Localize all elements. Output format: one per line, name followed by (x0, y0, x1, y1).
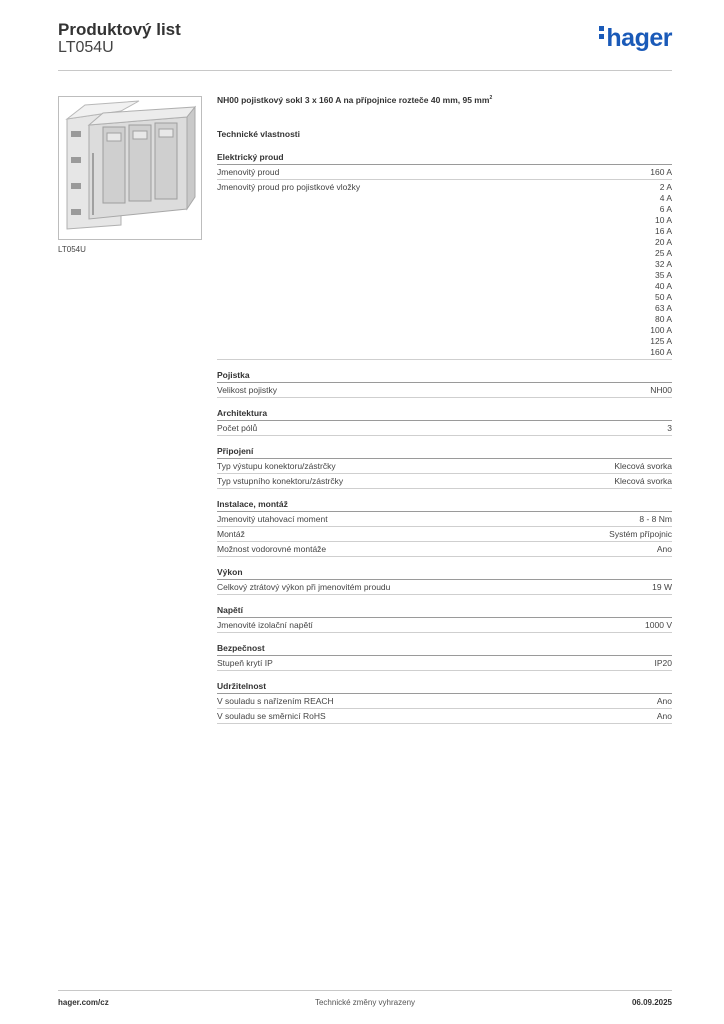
spec-value (645, 620, 672, 631)
spec-value-item: 19 W (652, 582, 672, 592)
spec-label: Jmenovitý proud (217, 167, 280, 177)
spec-value-item: 20 A (654, 237, 672, 247)
footer-date: 06.09.2025 (631, 998, 672, 1007)
spec-value-item: 160 A (650, 347, 672, 357)
spec-value-item: Ano (656, 711, 672, 721)
spec-label: Jmenovitý utahovací moment (217, 514, 328, 524)
section-title: Výkon (217, 567, 672, 580)
section-title: Udržitelnost (217, 681, 672, 694)
technical-properties-heading: Technické vlastnosti (217, 129, 300, 139)
spec-value (667, 423, 672, 434)
spec-label: Montáž (217, 529, 245, 539)
spec-section (217, 499, 672, 557)
spec-value-item: Klecová svorka (614, 461, 672, 471)
spec-row (217, 580, 672, 595)
spec-label: Velikost pojistky (217, 385, 277, 395)
spec-value-item: Ano (656, 544, 672, 554)
spec-value (650, 167, 672, 178)
section-title: Bezpečnost (217, 643, 672, 656)
spec-value-item: 10 A (654, 215, 672, 225)
spec-value-item: 1000 V (645, 620, 672, 630)
spec-value-item: 8 - 8 Nm (639, 514, 672, 524)
spec-value-item: NH00 (650, 385, 672, 395)
spec-value (609, 529, 672, 540)
section-title: Napětí (217, 605, 672, 618)
spec-row (217, 383, 672, 398)
spec-label: Stupeň krytí IP (217, 658, 273, 668)
spec-value (650, 182, 672, 358)
page-header (58, 20, 672, 71)
section-title: Elektrický proud (217, 152, 672, 165)
logo-text: hager (606, 24, 672, 52)
spec-sections (217, 152, 672, 724)
spec-value-item: 6 A (659, 204, 672, 214)
document-title: Produktový list (58, 20, 181, 39)
fuse-base-illustration (59, 97, 201, 239)
spec-label: Jmenovité izolační napětí (217, 620, 313, 630)
image-caption: LT054U (58, 245, 86, 254)
spec-row (217, 421, 672, 436)
spec-value-item: Klecová svorka (614, 476, 672, 486)
page-footer (58, 990, 672, 1007)
spec-value-item: IP20 (654, 658, 672, 668)
spec-value-item: Systém přípojnic (609, 529, 672, 539)
spec-section (217, 370, 672, 398)
spec-row (217, 527, 672, 542)
spec-value-item: 3 (667, 423, 672, 433)
spec-value (657, 696, 672, 707)
spec-value (655, 658, 673, 669)
spec-row (217, 474, 672, 489)
spec-value-item: Ano (656, 696, 672, 706)
section-title: Připojení (217, 446, 672, 459)
spec-row (217, 512, 672, 527)
spec-value (614, 476, 672, 487)
spec-value (657, 544, 672, 555)
spec-label: Typ vstupního konektoru/zástrčky (217, 476, 344, 486)
footer-website: hager.com/cz (58, 998, 109, 1007)
spec-row (217, 656, 672, 671)
spec-value-item: 80 A (654, 314, 672, 324)
spec-value (652, 582, 672, 593)
section-title: Instalace, montáž (217, 499, 672, 512)
spec-section (217, 152, 672, 360)
spec-row (217, 709, 672, 724)
product-description (217, 95, 672, 129)
product-description-text: NH00 pojistkový sokl 3 x 160 A na přípojnice rozteče 40 mm, 95 mm (217, 95, 490, 105)
spec-row (217, 459, 672, 474)
spec-row (217, 618, 672, 633)
spec-section (217, 643, 672, 671)
spec-value-item: 40 A (654, 281, 672, 291)
section-title: Pojistka (217, 370, 672, 383)
footer-notice: Technické změny vyhrazeny (314, 998, 416, 1007)
spec-value-item: 25 A (654, 248, 672, 258)
spec-section (217, 446, 672, 489)
spec-section (217, 681, 672, 724)
spec-value-item: 50 A (654, 292, 672, 302)
spec-row (217, 180, 672, 360)
spec-section (217, 605, 672, 633)
spec-value-item: 16 A (654, 226, 672, 236)
section-title: Architektura (217, 408, 672, 421)
hager-logo (599, 24, 672, 53)
spec-value (639, 514, 672, 525)
spec-row (217, 694, 672, 709)
spec-value-item: 4 A (659, 193, 672, 203)
spec-label: V souladu s nařízením REACH (217, 696, 334, 706)
description-superscript: 2 (489, 95, 493, 102)
spec-label: Celkový ztrátový výkon při jmenovitém proudu (217, 582, 391, 592)
specification-content (217, 95, 672, 734)
spec-section (217, 567, 672, 595)
spec-row (217, 542, 672, 557)
spec-value (657, 711, 672, 722)
spec-value (614, 461, 672, 472)
spec-row (217, 165, 672, 180)
product-image (58, 96, 202, 240)
spec-value-item: 125 A (650, 336, 672, 346)
spec-label: Typ výstupu konektoru/zástrčky (217, 461, 336, 471)
spec-value-item: 32 A (654, 259, 672, 269)
spec-value (650, 385, 672, 396)
spec-label: Počet pólů (217, 423, 258, 433)
logo-dots-icon (599, 26, 604, 42)
spec-value-item: 63 A (654, 303, 672, 313)
spec-section (217, 408, 672, 436)
spec-value-item: 160 A (650, 167, 672, 177)
spec-label: V souladu se směrnicí RoHS (217, 711, 326, 721)
spec-label: Možnost vodorovné montáže (217, 544, 327, 554)
spec-label: Jmenovitý proud pro pojistkové vložky (217, 182, 361, 192)
spec-value-item: 35 A (654, 270, 672, 280)
spec-value-item: 100 A (650, 325, 672, 335)
spec-value-item: 2 A (659, 182, 672, 192)
product-code: LT054U (58, 39, 114, 56)
